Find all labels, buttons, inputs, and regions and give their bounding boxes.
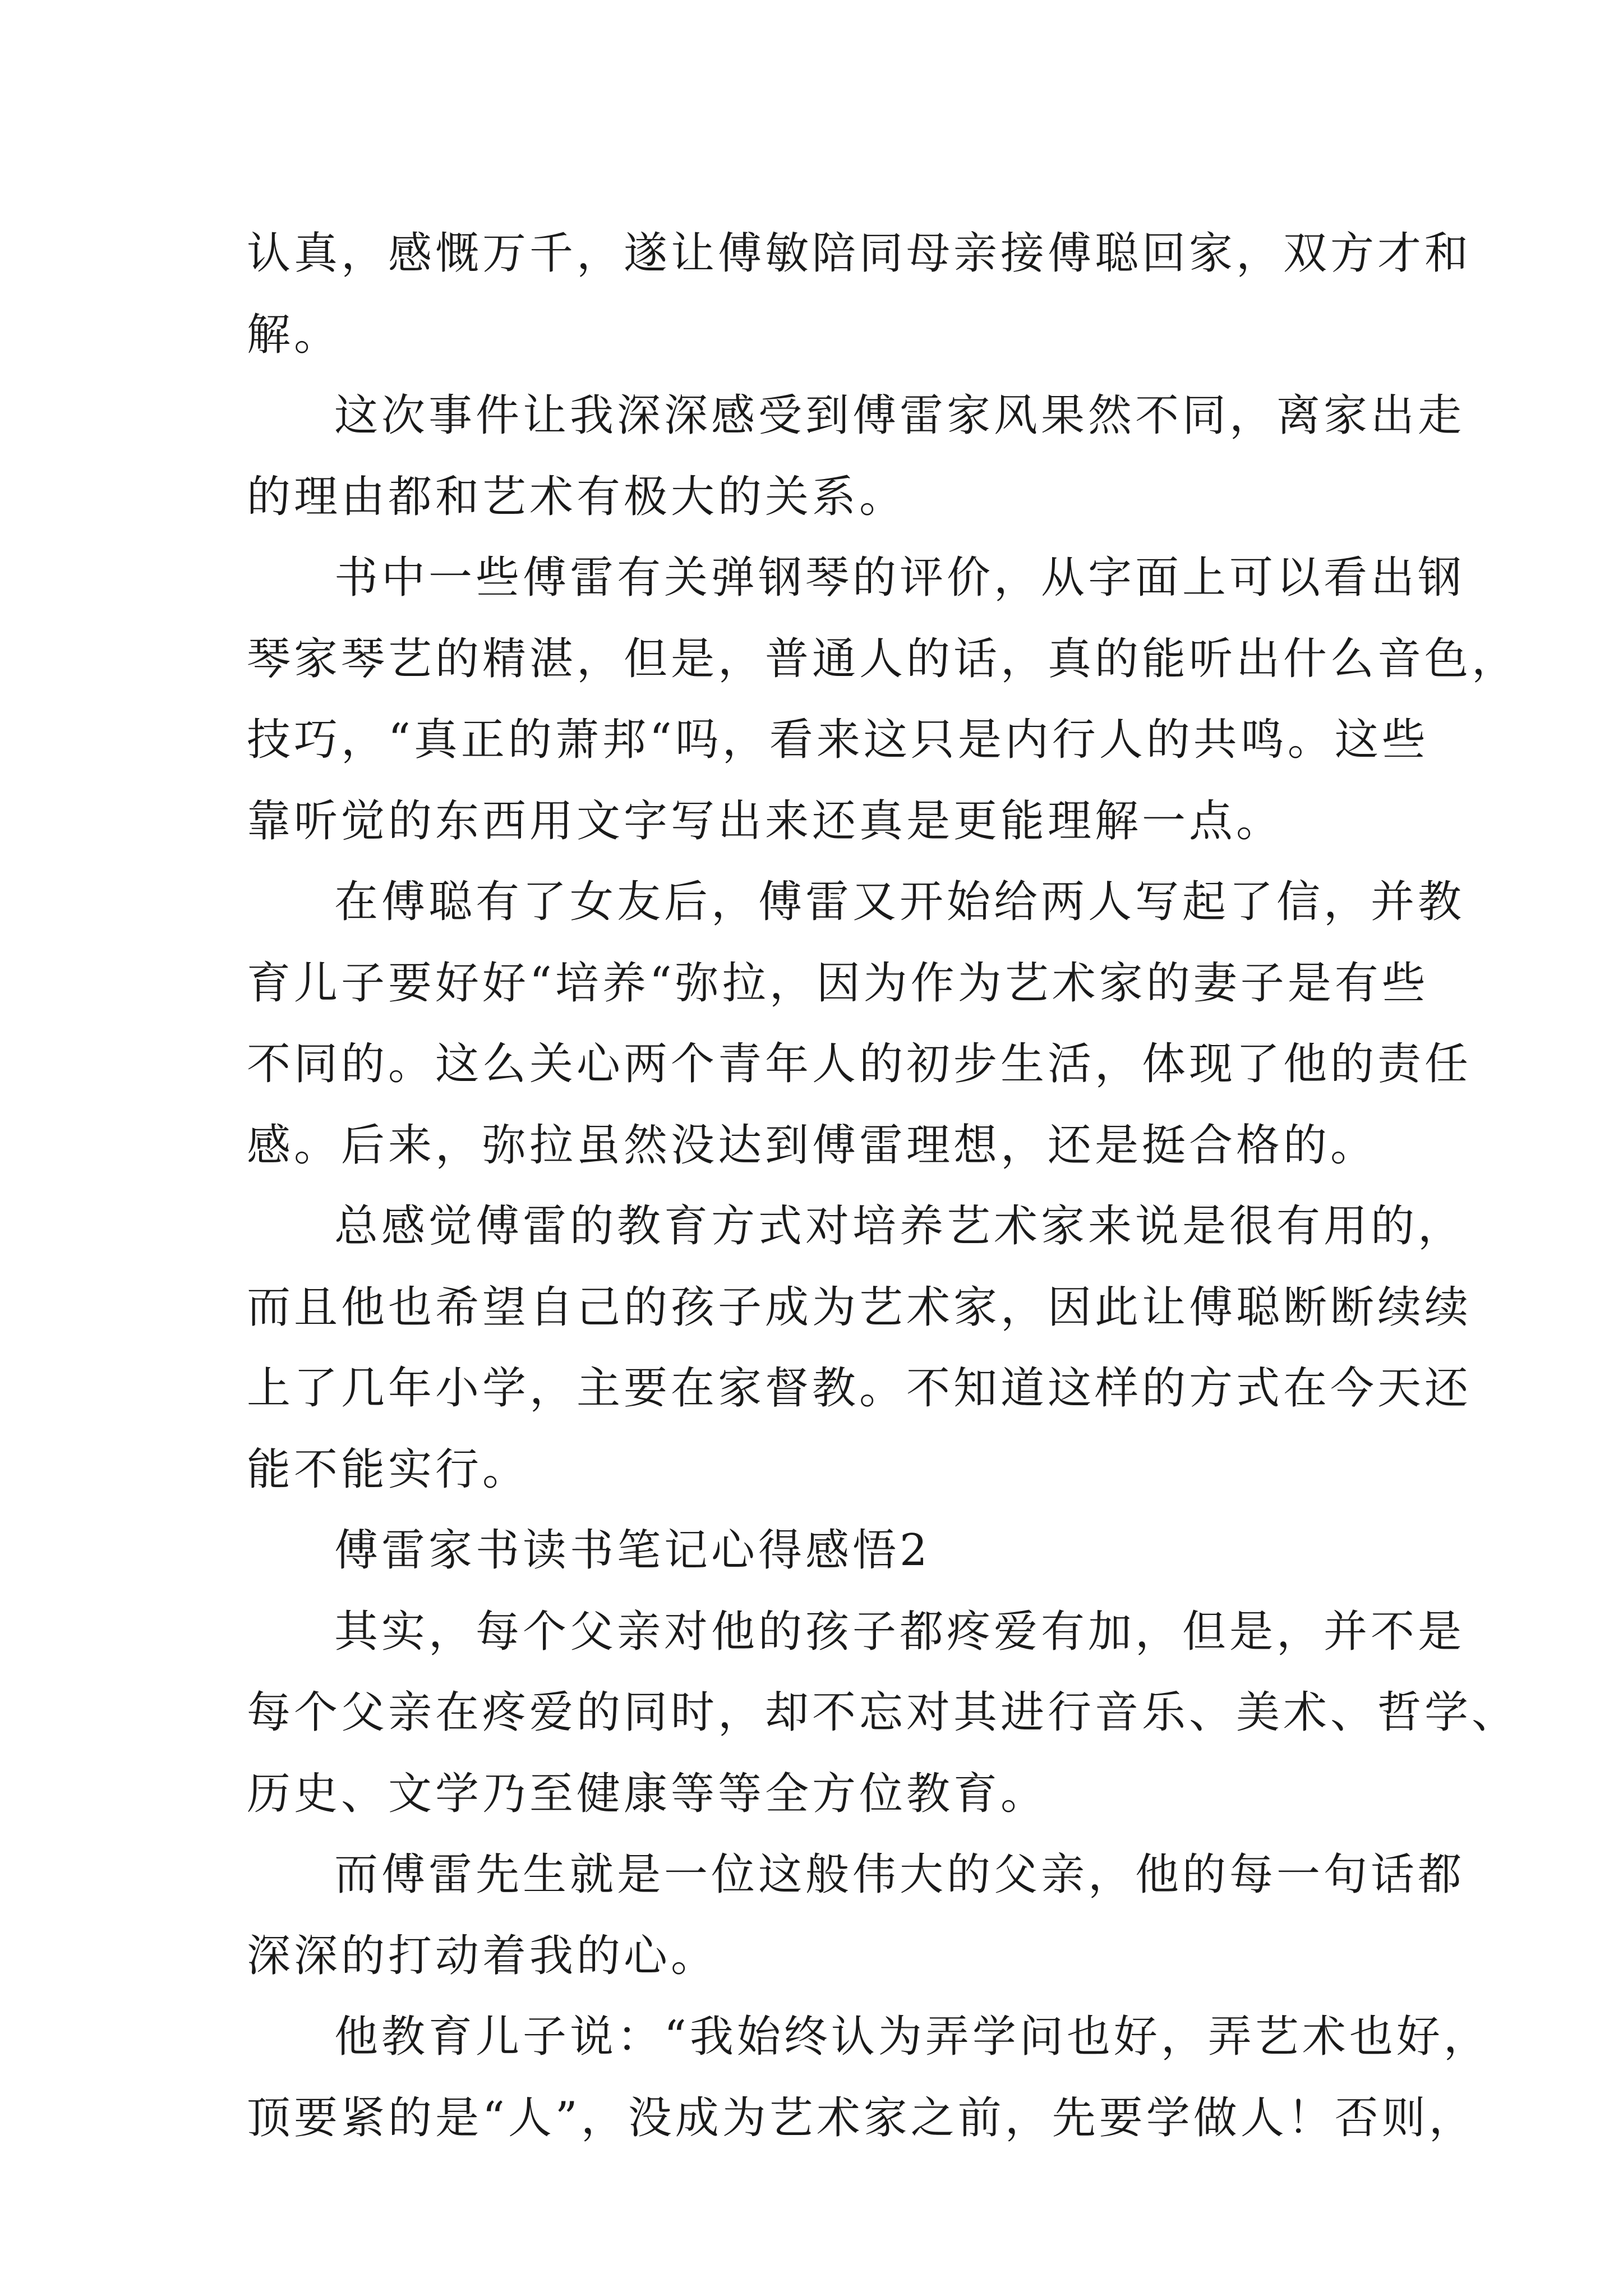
text-line: 技巧，“真正的萧邦“吗，看来这只是内行人的共鸣。这些 bbox=[247, 715, 1429, 765]
document-body bbox=[247, 213, 1519, 2159]
text-line: 感。后来，弥拉虽然没达到傅雷理想，还是挺合格的。 bbox=[247, 1120, 1378, 1171]
text-line: 而且他也希望自己的孩子成为艺术家，因此让傅聪断断续续 bbox=[247, 1282, 1472, 1333]
text-line: 其实，每个父亲对他的孩子都疼爱有加，但是，并不是 bbox=[334, 1606, 1465, 1657]
text-line: 育儿子要好好“培养“弥拉，因为作为艺术家的妻子是有些 bbox=[247, 958, 1429, 1009]
text-line: 的理由都和艺术有极大的关系。 bbox=[247, 471, 907, 522]
text-line: 深深的打动着我的心。 bbox=[247, 1930, 718, 1981]
text-line: 而傅雷先生就是一位这般伟大的父亲，他的每一句话都 bbox=[334, 1849, 1465, 1900]
text-line: 琴家琴艺的精湛，但是，普通人的话，真的能听出什么音色， bbox=[247, 633, 1519, 684]
text-line: 靠听觉的东西用文字写出来还真是更能理解一点。 bbox=[247, 795, 1284, 846]
text-line: 每个父亲在疼爱的同时，却不忘对其进行音乐、美术、哲学、 bbox=[247, 1687, 1519, 1738]
text-line: 解。 bbox=[247, 309, 342, 360]
text-line: 总感觉傅雷的教育方式对培养艺术家来说是很有用的， bbox=[334, 1201, 1465, 1251]
text-line: 书中一些傅雷有关弹钢琴的评价，从字面上可以看出钢 bbox=[334, 553, 1465, 603]
text-line: 历史、文学乃至健康等等全方位教育。 bbox=[247, 1768, 1048, 1819]
text-line: 能不能实行。 bbox=[247, 1444, 530, 1495]
text-line: 顶要紧的是“人”，没成为艺术家之前，先要学做人！否则， bbox=[247, 2092, 1476, 2143]
text-line: 上了几年小学，主要在家督教。不知道这样的方式在今天还 bbox=[247, 1363, 1472, 1414]
section-heading: 傅雷家书读书笔记心得感悟2 bbox=[334, 1525, 931, 1576]
text-line: 不同的。这么关心两个青年人的初步生活，体现了他的责任 bbox=[247, 1039, 1472, 1089]
text-line: 这次事件让我深深感受到傅雷家风果然不同，离家出走 bbox=[334, 390, 1465, 441]
text-line: 认真，感慨万千，遂让傅敏陪同母亲接傅聪回家，双方才和 bbox=[247, 228, 1472, 279]
text-line: 他教育儿子说：“我始终认为弄学问也好，弄艺术也好， bbox=[334, 2012, 1491, 2062]
text-line: 在傅聪有了女友后，傅雷又开始给两人写起了信，并教 bbox=[334, 877, 1465, 927]
